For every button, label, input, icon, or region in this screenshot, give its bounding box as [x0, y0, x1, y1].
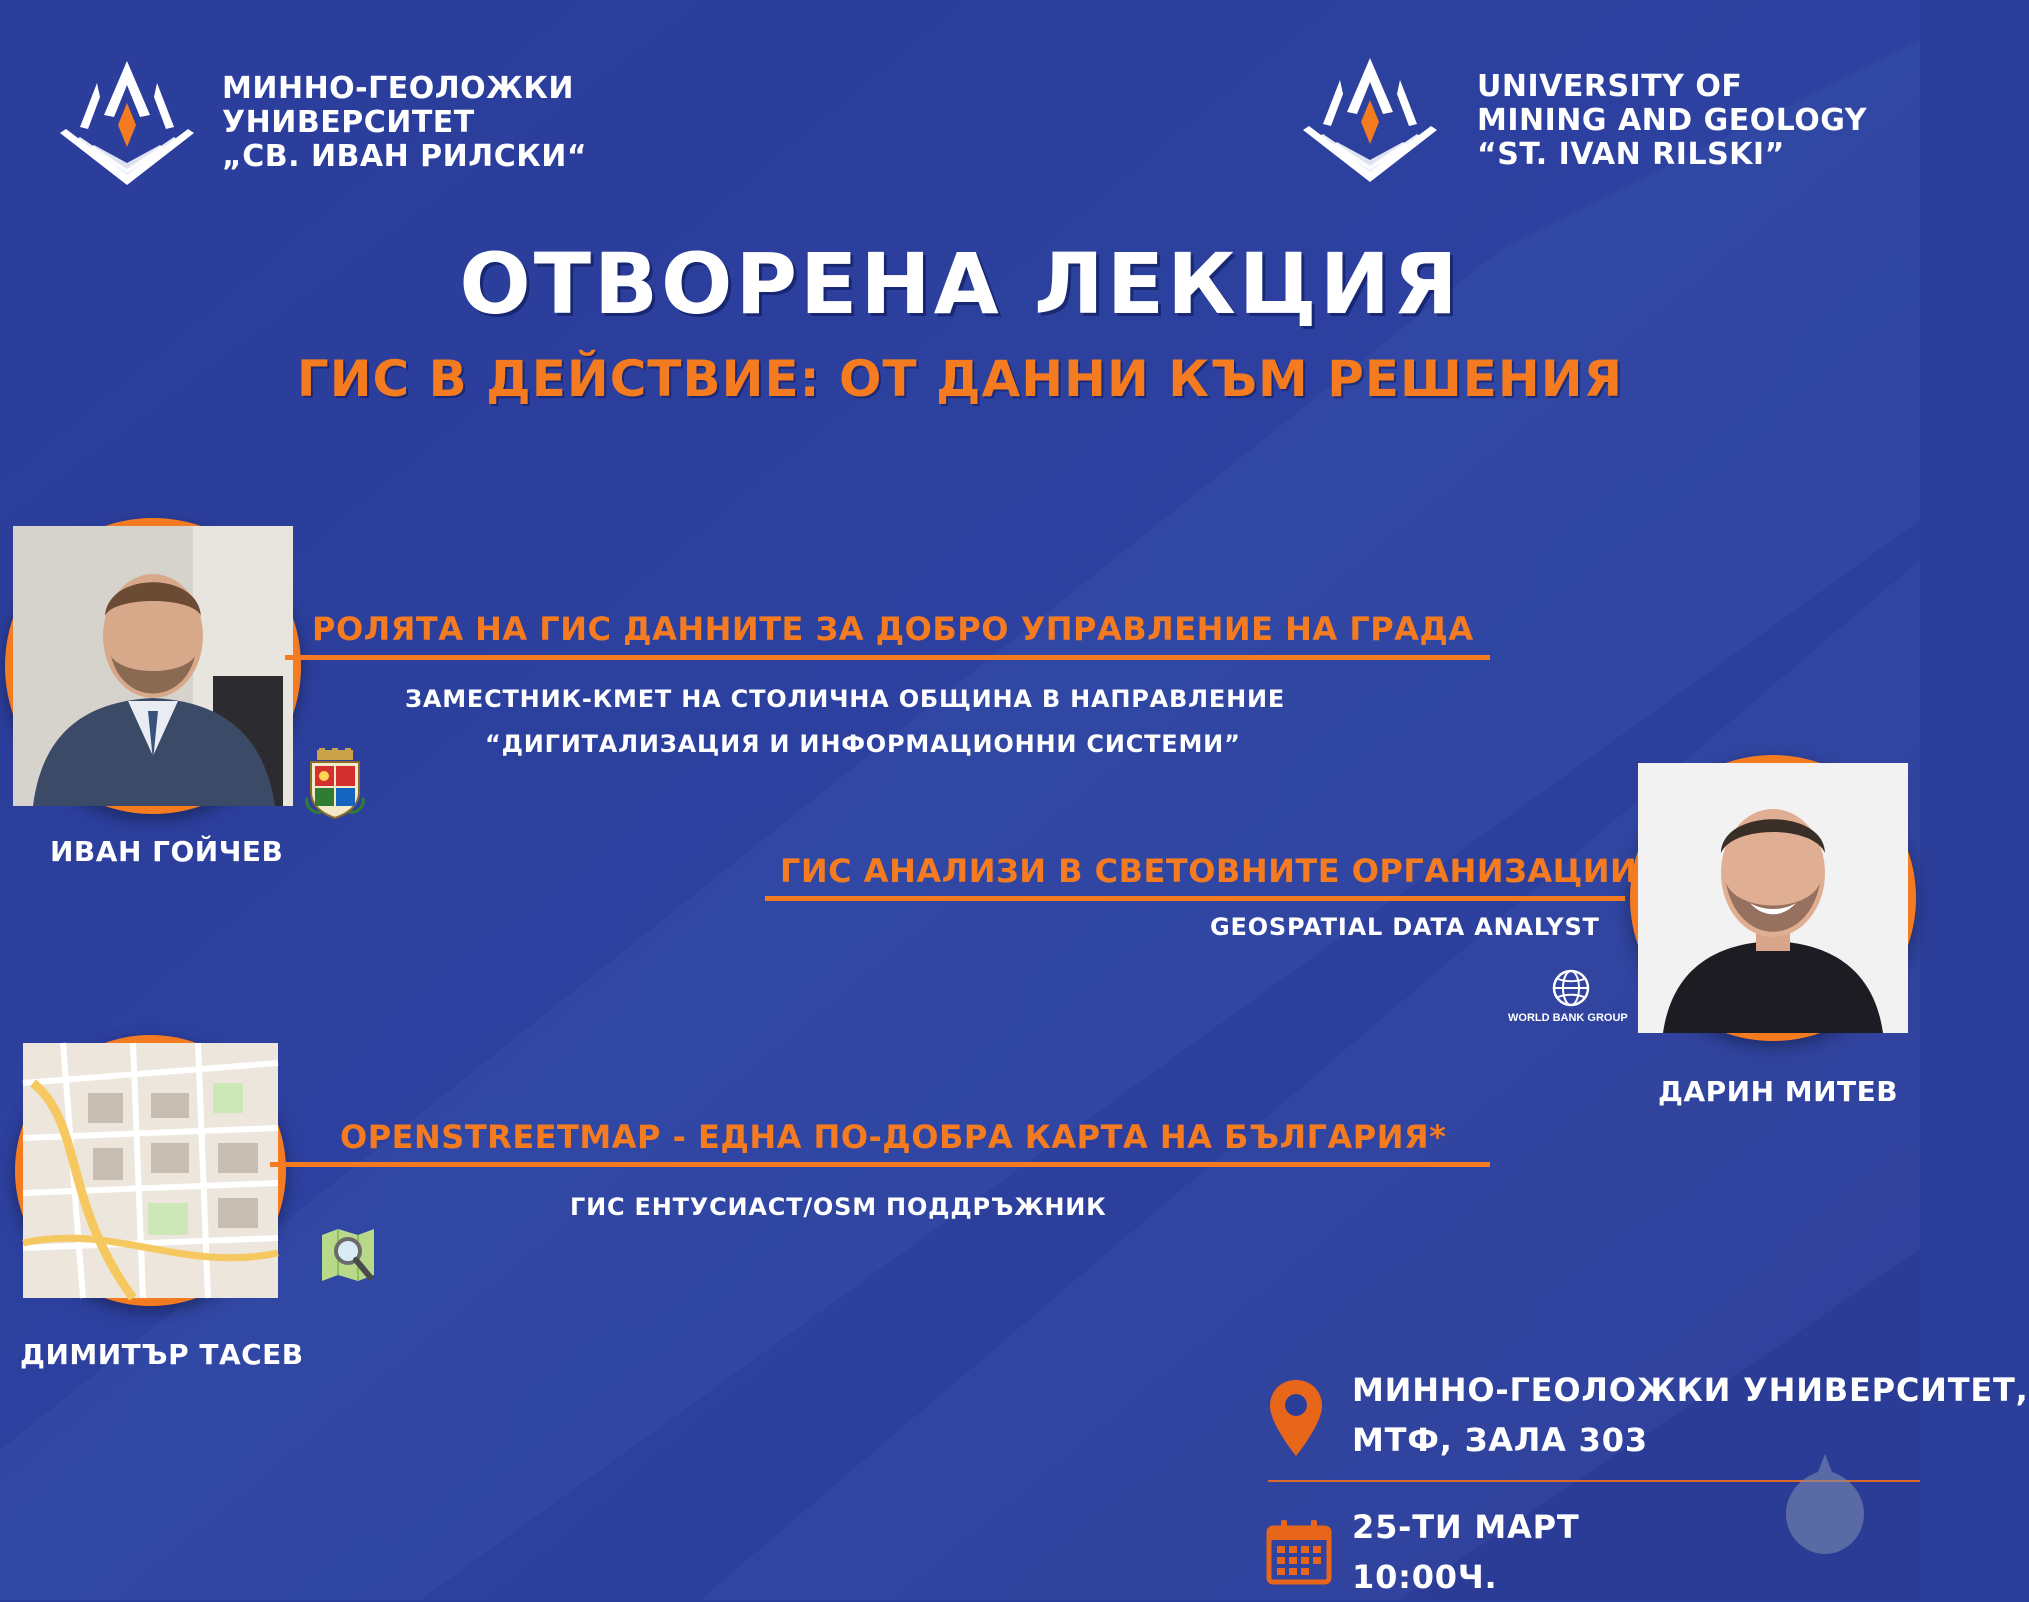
calendar-icon [1265, 1518, 1333, 1586]
talk-desc-1-line-1: ЗАМЕСТНИК-КМЕТ НА СТОЛИЧНА ОБЩИНА В НАПРАВЛЕНИЕ [405, 685, 1286, 713]
date-line-1: 25-ТИ МАРТ [1352, 1508, 1580, 1546]
university-name-bg [222, 72, 587, 174]
event-location [1352, 1365, 2029, 1465]
date-line-2: 10:00Ч. [1352, 1558, 1498, 1596]
sofia-coat-of-arms-icon [303, 748, 367, 820]
speaker-name-2: ДАРИН МИТЕВ [1658, 1075, 1899, 1108]
university-emblem-icon [52, 55, 202, 190]
speaker-photo-darin [1630, 755, 1916, 1041]
talk-divider-3 [270, 1162, 1490, 1167]
talk-title-3: OPENSTREETMAP - ЕДНА ПО-ДОБРА КАРТА НА БЪЛГАРИЯ* [340, 1118, 1447, 1156]
logo-line-1: МИННО-ГЕОЛОЖКИ [222, 71, 575, 106]
talk-desc-2-line-1: GEOSPATIAL DATA ANALYST [1210, 913, 1600, 941]
map-pin-icon [1268, 1378, 1324, 1458]
logo-line-2: MINING AND GEOLOGY [1477, 103, 1867, 138]
logo-line-2: УНИВЕРСИТЕТ [222, 105, 475, 140]
page-subtitle: ГИС В ДЕЙСТВИЕ: ОТ ДАННИ КЪМ РЕШЕНИЯ [296, 350, 1624, 408]
talk-desc-3-line-1: ГИС ЕНТУСИАСТ/OSM ПОДДРЪЖНИК [570, 1193, 1107, 1221]
map-thumbnail [15, 1035, 286, 1306]
university-emblem-icon [1295, 52, 1445, 187]
talk-title-1: РОЛЯТА НА ГИС ДАННИТЕ ЗА ДОБРО УПРАВЛЕНИЕ НА ГРАДА [312, 610, 1474, 648]
location-line-1: МИННО-ГЕОЛОЖКИ УНИВЕРСИТЕТ, [1352, 1371, 2029, 1409]
location-line-2: МТФ, ЗАЛА 303 [1352, 1421, 1648, 1459]
world-bank-globe-icon [1551, 968, 1591, 1008]
speaker-photo-ivan [5, 518, 301, 814]
talk-desc-1-line-2: “ДИГИТАЛИЗАЦИЯ И ИНФОРМАЦИОННИ СИСТЕМИ” [485, 730, 1241, 758]
page-title: ОТВОРЕНА ЛЕКЦИЯ [459, 235, 1461, 333]
event-date [1352, 1502, 1579, 1602]
speaker-name-3: ДИМИТЪР ТАСЕВ [20, 1338, 304, 1371]
logo-line-3: „СВ. ИВАН РИЛСКИ“ [222, 139, 588, 174]
talk-divider-1 [285, 655, 1490, 660]
openstreetmap-magnifier-icon [318, 1225, 378, 1285]
talk-title-2: ГИС АНАЛИЗИ В СВЕТОВНИТЕ ОРГАНИЗАЦИИ [780, 852, 1638, 890]
university-name-en [1477, 70, 1867, 172]
talk-divider-2 [765, 896, 1625, 901]
logo-line-1: UNIVERSITY OF [1477, 69, 1743, 104]
logo-line-3: “ST. IVAN RILSKI” [1477, 137, 1785, 172]
decorative-shape [1780, 1450, 1870, 1560]
world-bank-label: WORLD BANK GROUP [1508, 1012, 1628, 1024]
speaker-name-1: ИВАН ГОЙЧЕВ [50, 835, 284, 868]
